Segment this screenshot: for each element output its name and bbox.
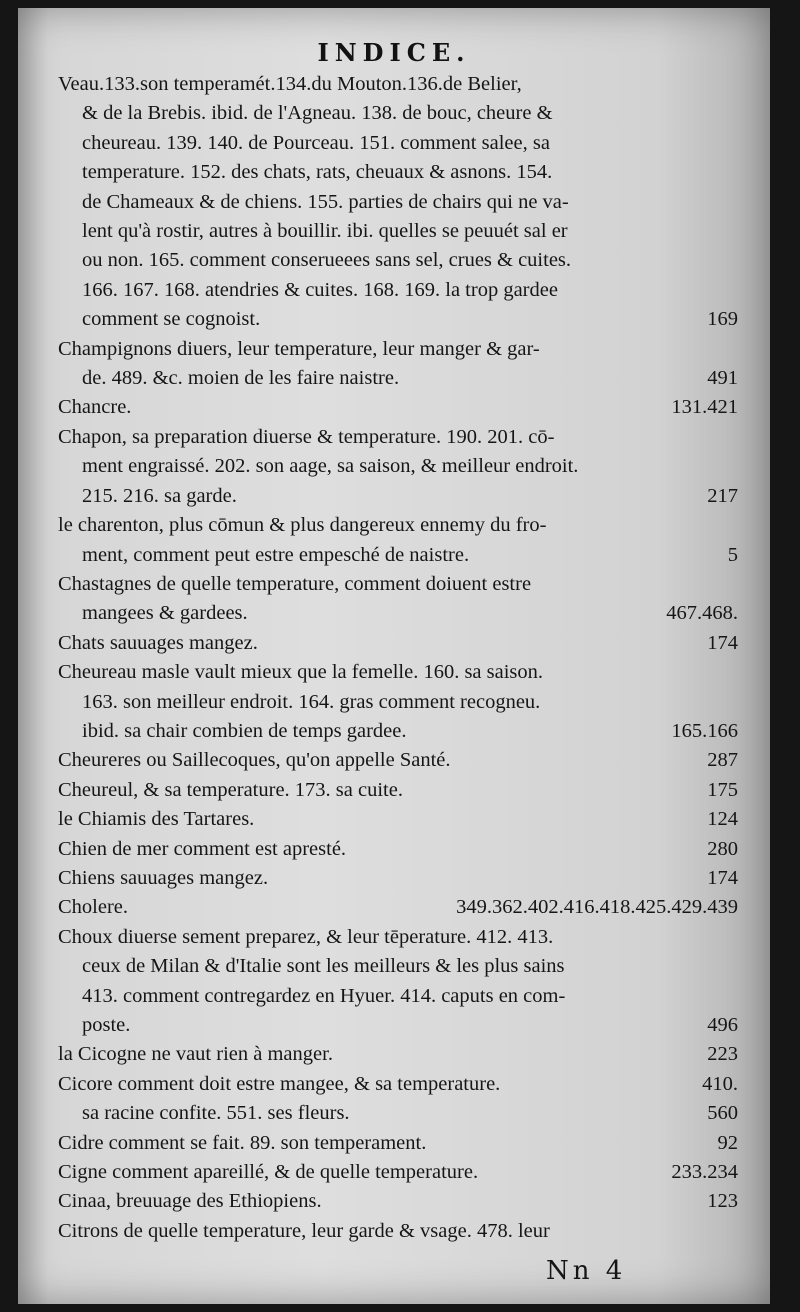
entry-text: Cheureres ou Saillecoques, qu'on appelle Santé.: [58, 749, 451, 772]
index-entry-line: [58, 864, 738, 893]
index-entry-line: [58, 688, 738, 717]
index-entry: [58, 776, 738, 805]
entry-text: Chien de mer comment est apresté.: [58, 837, 347, 860]
entry-page-ref: 287: [707, 749, 738, 772]
index-entry-line: [58, 276, 738, 305]
index-entry-line: [58, 99, 738, 128]
index-entry-line: [58, 1217, 738, 1246]
entry-text: 215. 216. sa garde.: [82, 484, 237, 507]
index-entry: [58, 1187, 738, 1216]
entry-text: le Chiamis des Tartares.: [58, 808, 255, 831]
index-entry: [58, 1217, 738, 1246]
entry-page-ref: 410.: [702, 1072, 738, 1095]
entry-page-ref: 165.166: [671, 719, 738, 742]
index-entry: [58, 1129, 738, 1158]
index-entry: [58, 1070, 738, 1129]
entry-page-ref: 123: [707, 1190, 738, 1213]
signature-mark: Nn 4: [546, 1256, 627, 1286]
entry-text: poste.: [82, 1014, 131, 1036]
entry-text: ou non. 165. comment conserueees sans sel, crues & cuites.: [82, 249, 572, 272]
index-entry-line: [58, 952, 738, 981]
entry-text: Choux diuerse sement preparez, & leur tēperature. 412. 413.: [58, 925, 554, 948]
index-entry-line: [58, 982, 738, 1011]
entry-text: 166. 167. 168. atendries & cuites. 168. 169. la trop gardee: [82, 278, 558, 301]
entry-text: Chancre.: [58, 396, 132, 419]
entry-page-ref: 169: [707, 308, 738, 331]
index-entry-line: [58, 776, 738, 805]
index-entry-line: [58, 423, 738, 452]
index-entry-line: [58, 511, 738, 540]
entry-page-ref: 223: [707, 1043, 738, 1066]
index-entry: [58, 570, 738, 629]
index-entry-line: [58, 393, 738, 422]
entry-page-ref: 92: [717, 1131, 738, 1154]
entry-page-ref: 217: [707, 484, 738, 507]
entry-text: comment se cognoist.: [82, 308, 261, 331]
index-entry-line: [58, 129, 738, 158]
index-entry-line: [58, 70, 738, 99]
entry-text: Citrons de quelle temperature, leur garde & vsage. 478. leur: [58, 1219, 550, 1242]
index-entry: [58, 658, 738, 746]
index-entry: [58, 923, 738, 1041]
index-entries: [58, 70, 738, 1246]
entry-text: Cidre comment se fait. 89. son temperament.: [58, 1131, 427, 1154]
entry-text: Chats sauuages mangez.: [58, 631, 258, 654]
index-entry-line: [58, 746, 738, 775]
index-entry: [58, 1158, 738, 1187]
entry-text: la Cicogne ne vaut rien à manger.: [58, 1043, 333, 1066]
index-entry-line: [58, 482, 738, 511]
index-entry-line: [58, 835, 738, 864]
index-entry: [58, 746, 738, 775]
entry-text: Cheureau masle vault mieux que la femelle. 160. sa saison.: [58, 661, 544, 684]
index-entry-line: [58, 717, 738, 746]
entry-text: Champignons diuers, leur temperature, leur manger & gar-: [58, 337, 540, 360]
entry-page-ref: 233.234: [671, 1161, 738, 1184]
index-entry-line: [58, 1158, 738, 1187]
index-entry: [58, 335, 738, 394]
entry-text: Chapon, sa preparation diuerse & temperature. 190. 201. cō-: [58, 425, 555, 448]
page-header: INDICE.: [317, 38, 471, 67]
entry-text: Cheureul, & sa temperature. 173. sa cuite.: [58, 778, 403, 801]
index-entry-line: [58, 1040, 738, 1069]
index-entry-line: [58, 805, 738, 834]
entry-page-ref: 467.468.: [666, 602, 738, 625]
index-entry-line: [58, 1099, 738, 1128]
entry-text: 413. comment contregardez en Hyuer. 414. caputs en com-: [82, 984, 566, 1007]
entry-text: 163. son meilleur endroit. 164. gras comment recogneu.: [82, 690, 541, 713]
index-entry-line: [58, 1129, 738, 1158]
entry-text: Cinaa, breuuage des Ethiopiens.: [58, 1190, 322, 1213]
index-entry-line: [58, 1187, 738, 1216]
entry-text: temperature. 152. des chats, rats, cheuaux & asnons. 154.: [82, 161, 553, 184]
index-entry: [58, 70, 738, 335]
index-entry: [58, 835, 738, 864]
index-entry-line: [58, 305, 738, 334]
index-entry-line: [58, 188, 738, 217]
index-entry-line: [58, 658, 738, 687]
entry-page-ref: 124: [707, 808, 738, 831]
entry-page-ref: 5: [727, 543, 738, 566]
entry-text: le charenton, plus cōmun & plus dangereux ennemy du fro-: [58, 514, 547, 537]
index-entry-line: [58, 1070, 738, 1099]
entry-text: ibid. sa chair combien de temps gardee.: [82, 719, 407, 742]
entry-text: Chiens sauuages mangez.: [58, 866, 269, 889]
index-entry: [58, 423, 738, 511]
entry-page-ref: 174: [707, 631, 738, 654]
entry-text: lent qu'à rostir, autres à bouillir. ibi. quelles se peuuét sal er: [82, 220, 568, 243]
entry-text: mangees & gardees.: [82, 602, 248, 625]
entry-page-ref: 491: [707, 367, 738, 390]
entry-text: de Chameaux & de chiens. 155. parties de chairs qui ne va-: [82, 190, 569, 213]
entry-text: Veau.133.son temperamét.134.du Mouton.136.de Belier,: [58, 73, 522, 95]
entry-page-ref: 175: [707, 778, 738, 801]
index-entry-line: [58, 364, 738, 393]
index-entry-line: [58, 893, 738, 922]
index-entry: [58, 805, 738, 834]
entry-text: sa racine confite. 551. ses fleurs.: [82, 1102, 350, 1125]
book-page: [18, 8, 770, 1304]
index-entry: [58, 864, 738, 893]
index-entry: [58, 511, 738, 570]
index-entry: [58, 629, 738, 658]
entry-text: Cholere.: [58, 896, 129, 919]
index-entry-line: [58, 923, 738, 952]
entry-page-ref: 280: [707, 837, 738, 860]
entry-text: ceux de Milan & d'Italie sont les meilleurs & les plus sains: [82, 955, 565, 978]
index-entry-line: [58, 1011, 738, 1040]
entry-page-ref: 131.421: [671, 396, 738, 419]
entry-text: ment, comment peut estre empesché de naistre.: [82, 543, 470, 566]
entry-text: cheureau. 139. 140. de Pourceau. 151. comment salee, sa: [82, 131, 550, 154]
index-entry-line: [58, 629, 738, 658]
entry-text: ment engraissé. 202. son aage, sa saison, & meilleur endroit.: [82, 455, 579, 478]
index-entry: [58, 1040, 738, 1069]
entry-page-ref: 349.362.402.416.418.425.429.439: [456, 896, 738, 919]
entry-text: Cigne comment apareillé, & de quelle temperature.: [58, 1161, 479, 1184]
entry-page-ref: 560: [707, 1102, 738, 1125]
index-entry-line: [58, 158, 738, 187]
entry-text: Cicore comment doit estre mangee, & sa temperature.: [58, 1072, 501, 1095]
index-entry: [58, 393, 738, 422]
index-entry-line: [58, 541, 738, 570]
entry-text: & de la Brebis. ibid. de l'Agneau. 138. de bouc, cheure &: [82, 102, 553, 125]
entry-page-ref: 174: [707, 866, 738, 889]
index-entry-line: [58, 246, 738, 275]
index-entry-line: [58, 452, 738, 481]
entry-page-ref: 496: [707, 1014, 738, 1036]
index-entry: [58, 893, 738, 922]
index-entry-line: [58, 335, 738, 364]
index-entry-line: [58, 599, 738, 628]
entry-text: Chastagnes de quelle temperature, comment doiuent estre: [58, 572, 532, 595]
entry-text: de. 489. &c. moien de les faire naistre.: [82, 367, 400, 390]
index-entry-line: [58, 217, 738, 246]
index-entry-line: [58, 570, 738, 599]
